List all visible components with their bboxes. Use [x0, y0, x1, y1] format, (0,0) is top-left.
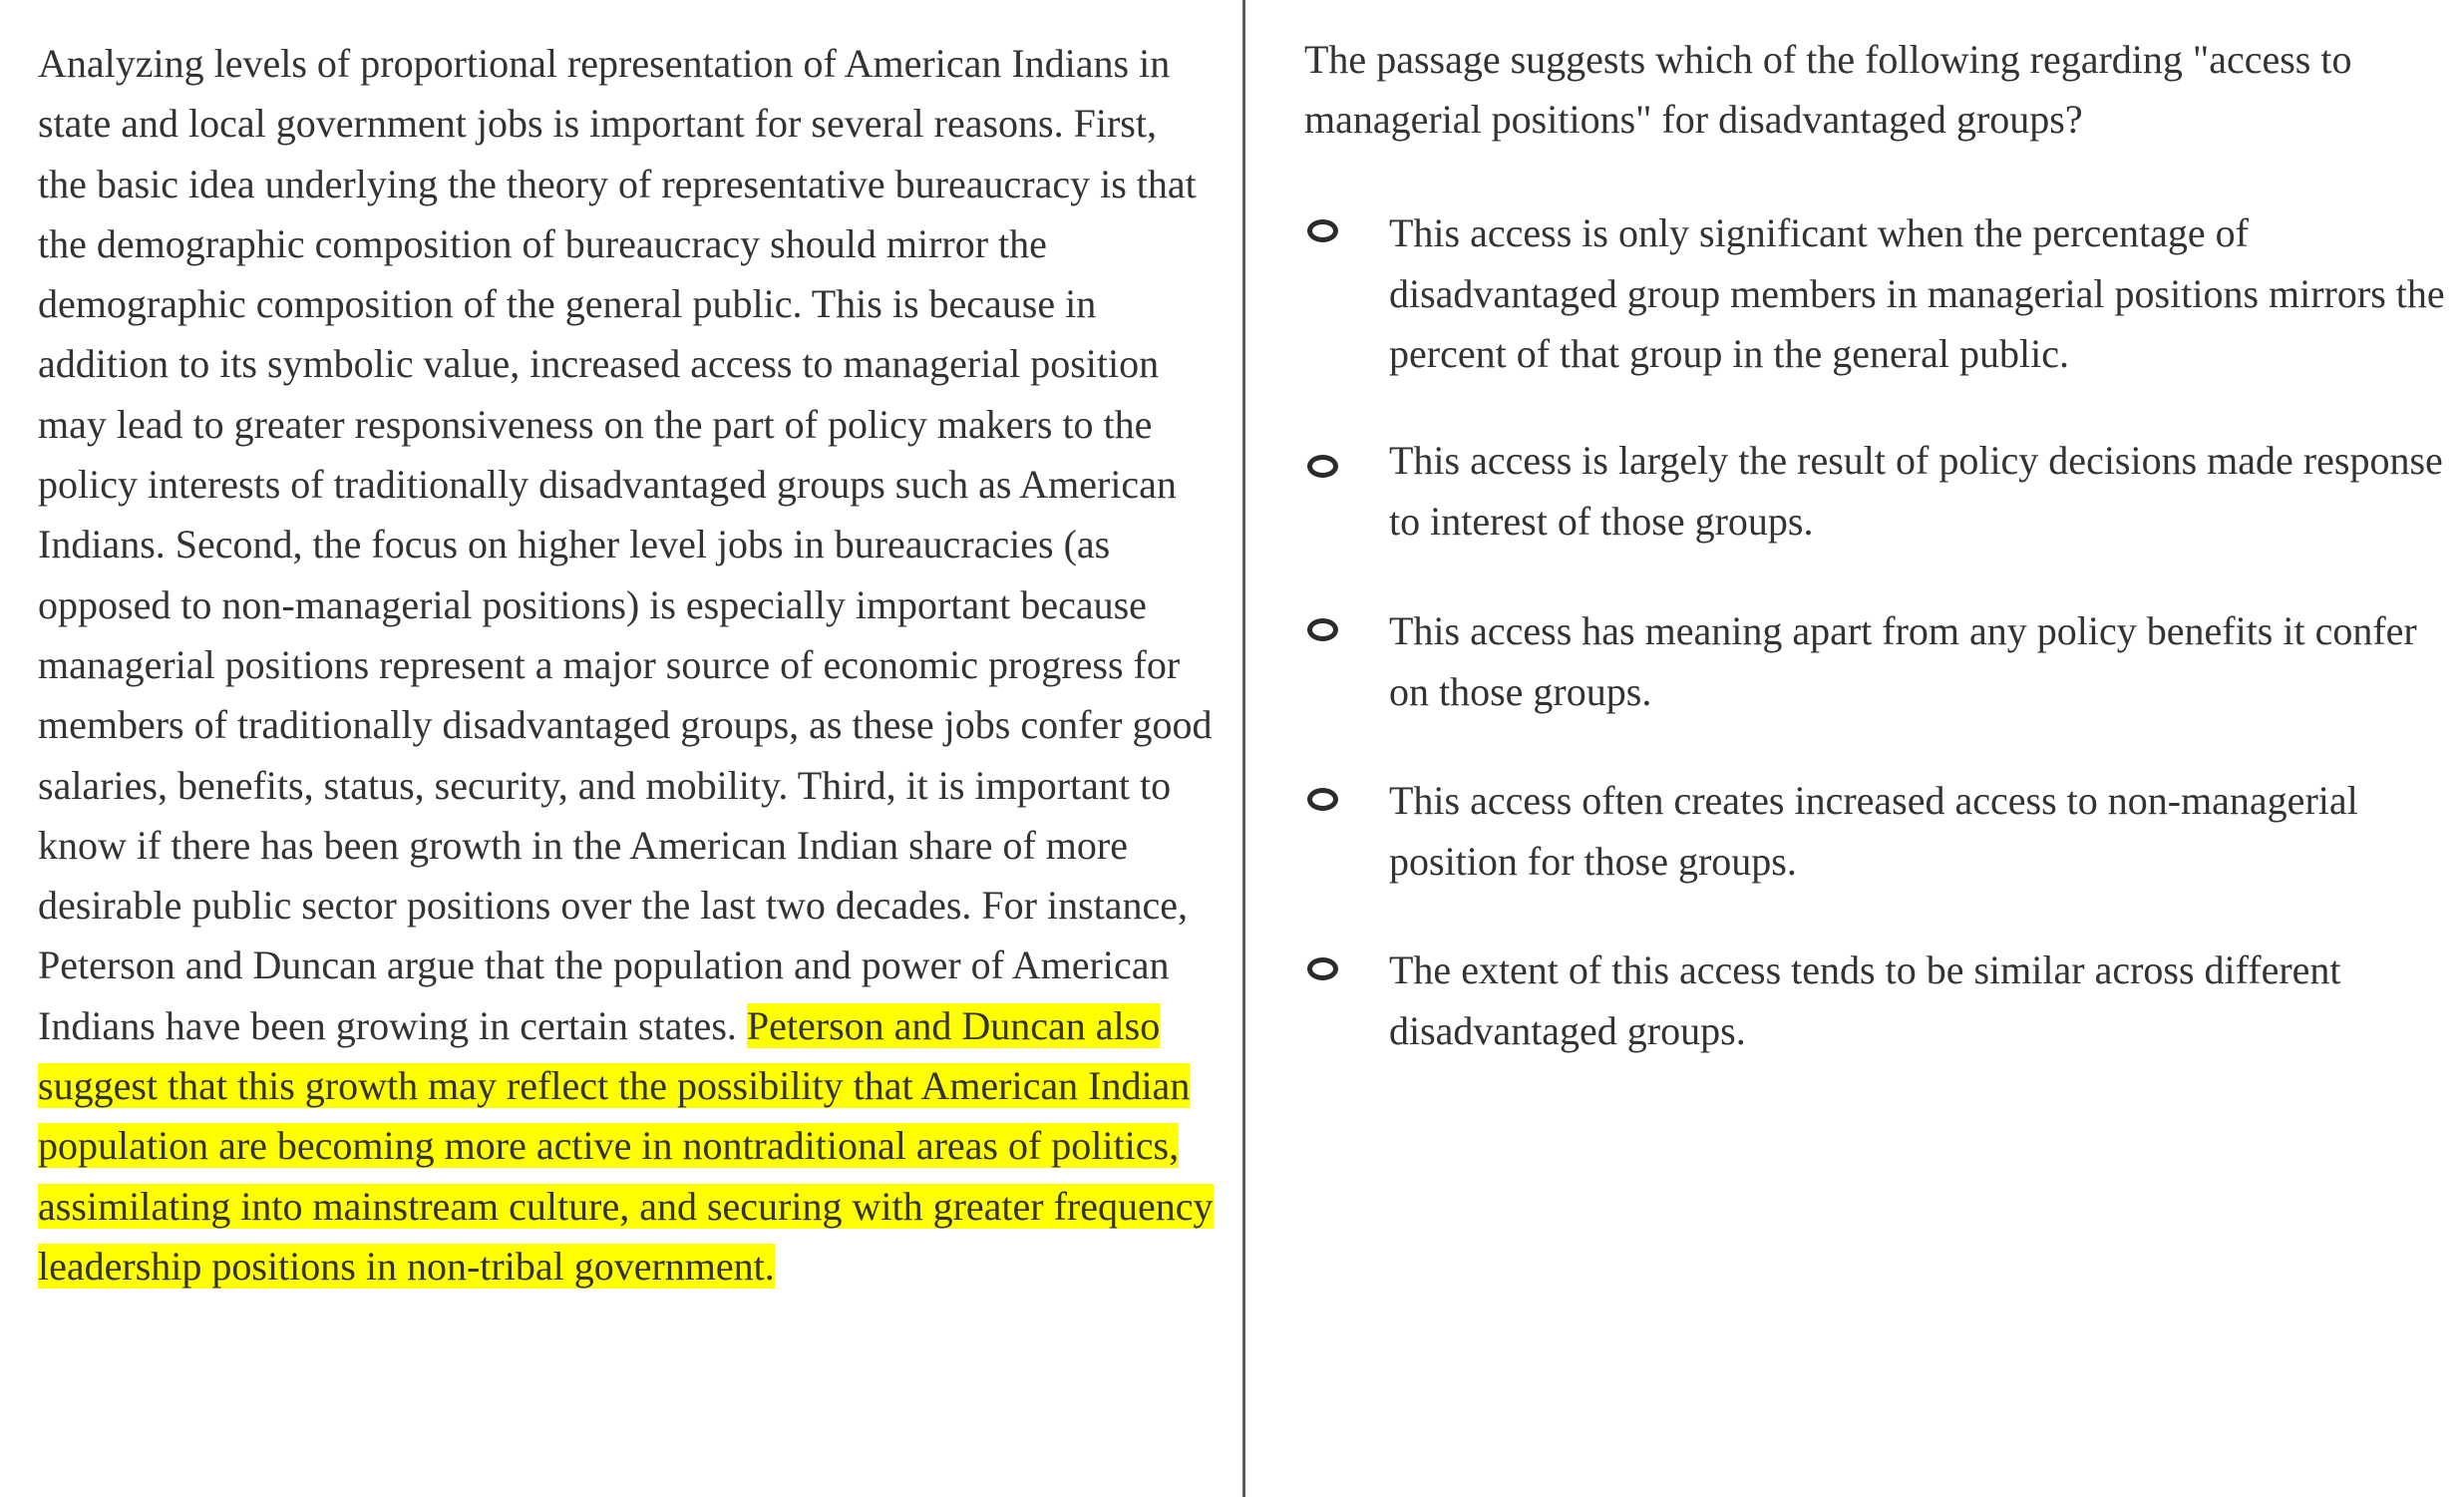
answer-option-label: The extent of this access tends to be similar across different disadvantaged groups.	[1389, 947, 2341, 1053]
passage-plain-text: Analyzing levels of proportional representation of American Indians in state and local government jobs is important for several reasons. First, the basic idea underlying the theory of representative bureaucracy is that the demographic composition of bureaucracy should mirror the demographic composition of the general public. This is because in addition to its symbolic value, increased access to managerial position may lead to greater responsiveness on the part of policy makers to the policy interests of traditionally disadvantaged groups such as American Indians. Second, the focus on higher level jobs in bureaucracies (as opposed to non-managerial positions) is especially important because managerial positions represent a major source of economic progress for members of traditionally disadvantaged groups, as these jobs confer good salaries, benefits, status, security, and mobility. Third, it is important to know if there has been growth in the American Indian share of more desirable public sector positions over the last two decades. For instance, Peterson and Duncan argue that the population and power of American Indians have been growing in certain states.	[38, 41, 1213, 1048]
passage-text	[38, 34, 1215, 1297]
answer-option-label: This access is largely the result of policy decisions made response to interest of those groups.	[1389, 438, 2443, 544]
radio-unselected-icon[interactable]	[1307, 618, 1338, 641]
passage-highlighted-text: Peterson and Duncan also suggest that this growth may reflect the possibility that American Indian population are becoming more active in nontraditional areas of politics, assimilating into mainstream culture, and securing with greater frequency leadership positions in non-tribal government.	[38, 1002, 1214, 1289]
answer-option-label: This access is only significant when the percentage of disadvantaged group members in managerial positions mirrors the percent of that group in the general public.	[1389, 210, 2445, 376]
radio-unselected-icon[interactable]	[1307, 957, 1338, 980]
answer-options	[1245, 0, 2464, 1497]
radio-unselected-icon[interactable]	[1307, 788, 1338, 811]
question-pane	[1245, 0, 2464, 1497]
answer-option-label: This access often creates increased access to non-managerial position for those groups.	[1389, 778, 2358, 884]
radio-unselected-icon[interactable]	[1307, 455, 1338, 478]
radio-unselected-icon[interactable]	[1307, 219, 1338, 242]
question-stem: The passage suggests which of the following regarding "access to managerial positions" for disadvantaged groups?	[1304, 37, 2352, 142]
answer-option-label: This access has meaning apart from any policy benefits it confer on those groups.	[1389, 608, 2417, 714]
